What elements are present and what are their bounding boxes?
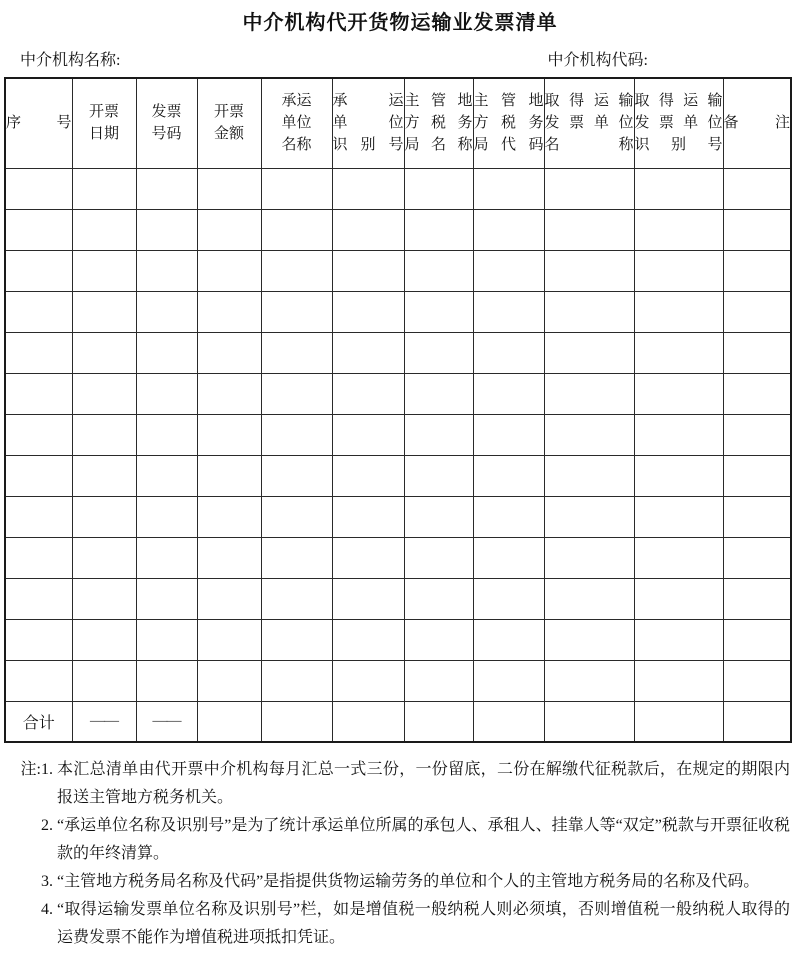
col-header-line — [405, 134, 473, 156]
empty-cell — [72, 332, 136, 373]
header-char: 输 — [707, 93, 723, 110]
empty-cell — [5, 660, 72, 701]
empty-cell — [544, 578, 634, 619]
empty-cell — [5, 414, 72, 455]
col-header-line — [405, 112, 473, 134]
empty-cell — [544, 373, 634, 414]
empty-cell — [197, 332, 261, 373]
empty-cell — [197, 291, 261, 332]
empty-cell — [544, 496, 634, 537]
empty-cell — [5, 496, 72, 537]
empty-cell — [544, 332, 634, 373]
empty-cell — [136, 496, 197, 537]
empty-cell — [261, 291, 332, 332]
empty-cell — [634, 537, 723, 578]
empty-cell — [404, 291, 473, 332]
col-header-line: 名称 — [281, 137, 312, 154]
header-char: 称 — [618, 137, 634, 154]
empty-cell — [5, 578, 72, 619]
total-empty-cell — [634, 701, 723, 742]
empty-cell — [404, 660, 473, 701]
empty-cell — [197, 496, 261, 537]
empty-cell — [72, 660, 136, 701]
note-text: “承运单位名称及识别号”是为了统计承运单位所属的承包人、承租人、挂靠人等“双定”税款与开票征收税款的年终清算。 — [57, 817, 790, 862]
col-header-line — [333, 134, 404, 156]
empty-cell — [261, 619, 332, 660]
col-header-line — [545, 112, 634, 134]
empty-cell — [332, 496, 404, 537]
note-marker: 注:1. — [20, 761, 53, 778]
table-row — [5, 373, 791, 414]
empty-cell — [261, 332, 332, 373]
empty-cell — [5, 250, 72, 291]
header-char: 发 — [544, 115, 560, 132]
header-char: 号 — [707, 137, 723, 154]
empty-cell — [136, 168, 197, 209]
empty-cell — [544, 291, 634, 332]
col-header-serial-number — [5, 78, 72, 168]
col-header-invoice-amount — [197, 78, 261, 168]
meta-row — [0, 35, 800, 70]
empty-cell — [473, 619, 544, 660]
empty-cell — [473, 373, 544, 414]
empty-cell — [723, 660, 791, 701]
empty-cell — [197, 578, 261, 619]
col-header-line: 开票 — [88, 104, 119, 121]
empty-cell — [723, 537, 791, 578]
empty-cell — [197, 660, 261, 701]
col-header-carrier-id — [332, 78, 404, 168]
col-header-line — [635, 112, 723, 134]
empty-cell — [634, 414, 723, 455]
empty-cell — [473, 660, 544, 701]
agency-code-label: 中介机构代码: — [547, 52, 648, 69]
empty-cell — [634, 332, 723, 373]
note-text: “取得运输发票单位名称及识别号”栏，如是增值税一般纳税人则必须填，否则增值税一般纳税人取得的运费发票不能作为增值税进项抵扣凭证。 — [57, 901, 790, 946]
empty-cell — [332, 537, 404, 578]
empty-cell — [136, 250, 197, 291]
header-char: 别 — [360, 137, 376, 154]
empty-cell — [72, 250, 136, 291]
empty-cell — [634, 291, 723, 332]
empty-cell — [634, 373, 723, 414]
col-header-line — [474, 112, 544, 134]
empty-cell — [404, 332, 473, 373]
empty-cell — [723, 250, 791, 291]
empty-cell — [197, 455, 261, 496]
total-label: 合计 — [5, 701, 72, 742]
empty-cell — [332, 455, 404, 496]
header-char: 位 — [618, 115, 634, 132]
empty-cell — [404, 168, 473, 209]
header-char: 位 — [388, 115, 404, 132]
col-header-recipient-id — [634, 78, 723, 168]
col-header-carrier-name — [261, 78, 332, 168]
total-row — [5, 701, 791, 742]
header-char: 号 — [56, 115, 72, 132]
empty-cell — [634, 660, 723, 701]
header-char: 运 — [388, 93, 404, 110]
col-header-line — [474, 134, 544, 156]
header-char: 码 — [528, 137, 544, 154]
empty-cell — [136, 660, 197, 701]
page-title: 中介机构代开货物运输业发票清单 — [242, 12, 558, 34]
empty-cell — [136, 291, 197, 332]
empty-cell — [332, 250, 404, 291]
empty-cell — [5, 537, 72, 578]
empty-cell — [723, 373, 791, 414]
col-header-invoice-date — [72, 78, 136, 168]
empty-cell — [197, 209, 261, 250]
empty-cell — [544, 619, 634, 660]
header-char: 运 — [683, 93, 699, 110]
empty-cell — [544, 537, 634, 578]
header-char: 单 — [593, 115, 609, 132]
empty-cell — [634, 209, 723, 250]
col-header-line: 发票 — [151, 104, 182, 121]
note-item — [8, 812, 790, 868]
empty-cell — [261, 250, 332, 291]
empty-cell — [197, 537, 261, 578]
header-char: 名 — [430, 137, 446, 154]
table-row — [5, 619, 791, 660]
empty-cell — [634, 168, 723, 209]
note-marker: 4. — [41, 901, 53, 918]
empty-cell — [136, 578, 197, 619]
col-header-recipient-name — [544, 78, 634, 168]
total-empty-cell — [197, 701, 261, 742]
note-marker: 2. — [41, 817, 53, 834]
col-header-tax-bureau-code — [473, 78, 544, 168]
header-char: 识 — [332, 137, 348, 154]
empty-cell — [197, 414, 261, 455]
empty-cell — [261, 537, 332, 578]
empty-cell — [5, 209, 72, 250]
empty-cell — [332, 332, 404, 373]
header-char: 取 — [544, 93, 560, 110]
col-header-line — [635, 90, 723, 112]
header-char: 局 — [404, 137, 420, 154]
empty-cell — [404, 537, 473, 578]
empty-cell — [72, 373, 136, 414]
empty-cell — [404, 209, 473, 250]
header-char: 地 — [457, 93, 473, 110]
empty-cell — [261, 455, 332, 496]
empty-cell — [332, 619, 404, 660]
col-header-line: 日期 — [88, 126, 119, 143]
col-header-line — [545, 90, 634, 112]
total-empty-cell — [332, 701, 404, 742]
empty-cell — [261, 168, 332, 209]
header-char: 管 — [500, 93, 516, 110]
empty-cell — [473, 414, 544, 455]
empty-cell — [136, 455, 197, 496]
empty-cell — [136, 537, 197, 578]
empty-cell — [473, 455, 544, 496]
empty-cell — [5, 168, 72, 209]
empty-cell — [261, 209, 332, 250]
notes-section — [8, 756, 790, 952]
col-header-line — [333, 112, 404, 134]
empty-cell — [723, 332, 791, 373]
table-row — [5, 414, 791, 455]
table-row — [5, 537, 791, 578]
header-char: 管 — [430, 93, 446, 110]
empty-cell — [5, 373, 72, 414]
empty-cell — [723, 291, 791, 332]
table-row — [5, 168, 791, 209]
header-char: 单 — [332, 115, 348, 132]
col-header-line: 号码 — [151, 126, 182, 143]
col-header-line — [405, 90, 473, 112]
note-text: “主管地方税务局名称及代码”是指提供货物运输劳务的单位和个人的主管地方税务局的名称及代码。 — [57, 873, 760, 890]
table-row — [5, 496, 791, 537]
empty-cell — [544, 660, 634, 701]
note-item — [8, 896, 790, 952]
empty-cell — [332, 578, 404, 619]
empty-cell — [72, 455, 136, 496]
header-char: 得 — [658, 93, 674, 110]
empty-cell — [473, 578, 544, 619]
col-header-line — [635, 134, 723, 156]
empty-cell — [72, 578, 136, 619]
empty-cell — [473, 168, 544, 209]
empty-cell — [634, 250, 723, 291]
header-char: 发 — [634, 115, 650, 132]
header-char: 序 — [6, 115, 22, 132]
table-row — [5, 455, 791, 496]
empty-cell — [332, 209, 404, 250]
total-dash-invoice-date: —— — [72, 701, 136, 742]
header-char: 务 — [457, 115, 473, 132]
empty-cell — [136, 332, 197, 373]
empty-cell — [544, 414, 634, 455]
header-char: 主 — [404, 93, 420, 110]
header-char: 备 — [723, 115, 739, 132]
header-char: 地 — [528, 93, 544, 110]
table-row — [5, 209, 791, 250]
col-header-line — [333, 90, 404, 112]
empty-cell — [72, 619, 136, 660]
col-header-remarks — [723, 78, 791, 168]
table-row — [5, 250, 791, 291]
empty-cell — [261, 578, 332, 619]
note-item — [8, 756, 790, 812]
note-marker: 3. — [41, 873, 53, 890]
empty-cell — [136, 414, 197, 455]
empty-cell — [544, 209, 634, 250]
header-char: 务 — [528, 115, 544, 132]
total-empty-cell — [544, 701, 634, 742]
header-char: 识 — [634, 137, 650, 154]
empty-cell — [197, 250, 261, 291]
col-header-line — [545, 134, 634, 156]
header-char: 税 — [430, 115, 446, 132]
empty-cell — [261, 414, 332, 455]
empty-cell — [473, 209, 544, 250]
header-char: 号 — [388, 137, 404, 154]
col-header-line — [724, 112, 791, 134]
empty-cell — [404, 496, 473, 537]
col-header-line — [474, 90, 544, 112]
empty-cell — [72, 414, 136, 455]
empty-cell — [72, 209, 136, 250]
header-char: 运 — [593, 93, 609, 110]
header-char: 票 — [658, 115, 674, 132]
table-row — [5, 291, 791, 332]
empty-cell — [473, 332, 544, 373]
empty-cell — [723, 209, 791, 250]
header-char: 位 — [707, 115, 723, 132]
header-char: 得 — [569, 93, 585, 110]
empty-cell — [634, 496, 723, 537]
empty-cell — [261, 496, 332, 537]
empty-cell — [332, 291, 404, 332]
empty-cell — [72, 168, 136, 209]
empty-cell — [332, 660, 404, 701]
empty-cell — [404, 619, 473, 660]
note-item — [8, 868, 790, 896]
empty-cell — [404, 373, 473, 414]
col-header-line: 单位 — [281, 115, 312, 132]
col-header-invoice-number — [136, 78, 197, 168]
empty-cell — [723, 455, 791, 496]
col-header-tax-bureau-name — [404, 78, 473, 168]
agency-name-label: 中介机构名称: — [20, 52, 121, 69]
header-char: 单 — [683, 115, 699, 132]
empty-cell — [634, 455, 723, 496]
header-char: 输 — [618, 93, 634, 110]
header-char: 方 — [473, 115, 489, 132]
empty-cell — [197, 168, 261, 209]
empty-cell — [473, 496, 544, 537]
table-head — [5, 78, 791, 168]
total-empty-cell — [261, 701, 332, 742]
empty-cell — [5, 455, 72, 496]
header-char: 主 — [473, 93, 489, 110]
empty-cell — [634, 578, 723, 619]
header-char: 称 — [457, 137, 473, 154]
empty-cell — [473, 537, 544, 578]
col-header-line — [6, 112, 72, 134]
empty-cell — [723, 414, 791, 455]
empty-cell — [332, 168, 404, 209]
total-empty-cell — [473, 701, 544, 742]
empty-cell — [332, 373, 404, 414]
total-empty-cell — [404, 701, 473, 742]
col-header-line: 开票 — [213, 104, 244, 121]
empty-cell — [404, 414, 473, 455]
empty-cell — [473, 291, 544, 332]
empty-cell — [544, 455, 634, 496]
col-header-line: 金额 — [213, 126, 244, 143]
header-char: 别 — [670, 137, 686, 154]
empty-cell — [72, 496, 136, 537]
header-row — [5, 78, 791, 168]
header-char: 名 — [544, 137, 560, 154]
table-row — [5, 660, 791, 701]
col-header-line: 承运 — [281, 93, 312, 110]
empty-cell — [723, 168, 791, 209]
empty-cell — [5, 619, 72, 660]
empty-cell — [72, 537, 136, 578]
empty-cell — [723, 578, 791, 619]
empty-cell — [197, 373, 261, 414]
empty-cell — [72, 291, 136, 332]
table-body — [5, 168, 791, 742]
total-dash-invoice-number: —— — [136, 701, 197, 742]
empty-cell — [544, 250, 634, 291]
empty-cell — [473, 250, 544, 291]
empty-cell — [404, 250, 473, 291]
empty-cell — [136, 209, 197, 250]
empty-cell — [5, 332, 72, 373]
header-char: 取 — [634, 93, 650, 110]
header-char: 票 — [569, 115, 585, 132]
header-char: 承 — [332, 93, 348, 110]
empty-cell — [136, 619, 197, 660]
total-empty-cell — [723, 701, 791, 742]
header-char: 局 — [473, 137, 489, 154]
empty-cell — [723, 496, 791, 537]
header-char: 税 — [500, 115, 516, 132]
empty-cell — [723, 619, 791, 660]
empty-cell — [544, 168, 634, 209]
empty-cell — [136, 373, 197, 414]
empty-cell — [404, 578, 473, 619]
table-row — [5, 578, 791, 619]
empty-cell — [261, 373, 332, 414]
empty-cell — [332, 414, 404, 455]
header-char: 方 — [404, 115, 420, 132]
empty-cell — [404, 455, 473, 496]
invoice-table — [4, 77, 792, 743]
table-row — [5, 332, 791, 373]
header-char: 注 — [774, 115, 790, 132]
empty-cell — [634, 619, 723, 660]
empty-cell — [5, 291, 72, 332]
note-text: 本汇总清单由代开票中介机构每月汇总一式三份，一份留底，二份在解缴代征税款后，在规定的期限内报送主管地方税务机关。 — [57, 761, 790, 806]
empty-cell — [197, 619, 261, 660]
header-char: 代 — [500, 137, 516, 154]
empty-cell — [261, 660, 332, 701]
